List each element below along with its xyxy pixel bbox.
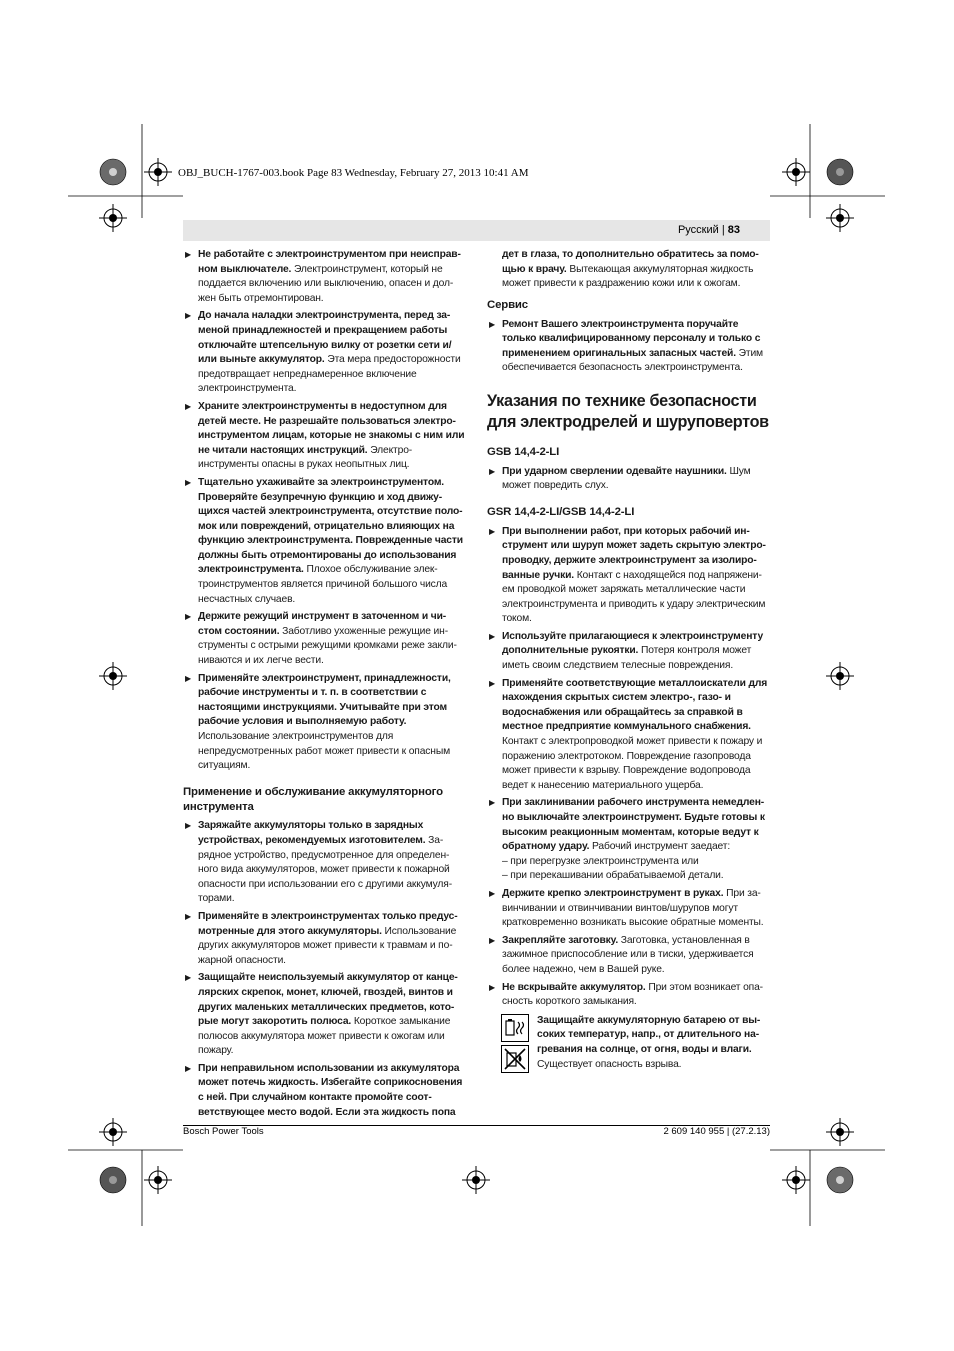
bullet-triangle-icon: ▶ (185, 401, 192, 411)
battery-protection-note: Защищайте аккумуляторную батарею от высоких температур, напр., от длительного нагревания на солнце, от огня, воды и влаги. Существует опасность взрыва. (487, 1014, 769, 1072)
list-item: ▶ Держите режущий инструмент в заточенном и чистом состоянии. Заботливо ухоженные режущие инструменты с острыми режущими кромками реже заклиниваются и их легче вести. (185, 611, 457, 667)
list-item: ▶ Применяйте соответствующие металлоискатели для нахождения скрытых систем электро-, газо- и водоснабжения или обращайтесь за справкой в местное предприятие коммунального снабжения. Контакт с электропроводкой может привести к пожару и поражению электротоком. Повреждение газопровода может привести к взрыву. Повреждение водопровода ведет к нанесению материального ущерба. (489, 677, 768, 791)
list-item: ▶ Закрепляйте заготовку. Заготовка, установленная в зажимное приспособление или в тиски, удерживается более надежно, чем в Вашей руке. (489, 934, 754, 975)
list-item: ▶ Храните электроинструменты в недоступном для детей месте. Не разрешайте пользоваться электроинструментом лицам, которые не знакомы с ним или не читали настоящих инструкций. Электроинструменты опасны в руках неопытных лиц. (185, 400, 465, 471)
list-item: ▶ Не работайте с электроинструментом при неисправном выключателе. Электроинструмент, который не поддается включению или выключению, опасен и должен быть отремонтирован. (185, 249, 461, 304)
section-heading-battery: Применение и обслуживание аккумуляторного инструмента (183, 785, 443, 813)
page-number: 83 (727, 224, 740, 236)
print-info-line: OBJ_BUCH-1767-003.book Page 83 Wednesday, February 27, 2013 10:41 AM (178, 167, 529, 179)
list-item: ▶ Тщательно ухаживайте за электроинструментом. Проверяйте безупречную функцию и ход движущихся частей электроинструмента, отсутствие поломок или повреждений, отрицательно влияющих на функцию электроинструмента. Поврежденные части должны быть отремонтированы до использования электроинструмента. Плохое обслуживание электроинструментов является причиной большого числа несчастных случаев. (185, 476, 463, 605)
bullet-triangle-icon: ▶ (185, 673, 192, 683)
bullet-triangle-icon: ▶ (185, 250, 192, 259)
bullet-triangle-icon: ▶ (185, 311, 192, 321)
list-item: ▶ Заряжайте аккумуляторы только в зарядных устройствах, рекомендуемых изготовителем. Зарядное устройство, предусмотренное для определенного вида аккумуляторов, может привести к пожарной опасности при использовании его с другими аккумуляторами. (185, 820, 453, 905)
battery-heat-warning-icon (501, 1014, 529, 1042)
subheading-gsr-gsb: GSR 14,4-2-LI/GSB 14,4-2-LI (487, 505, 635, 518)
bullet-triangle-icon: ▶ (489, 888, 496, 898)
list-item: ▶ Применяйте электроинструмент, принадлежности, рабочие инструменты и т. п. в соответствии с настоящими инструкциями. Учитывайте при этом рабочие условия и выполняемую работу. Использование электроинструментов для непредусмотренных работ может привести к опасным ситуациям. (185, 672, 451, 772)
bullet-triangle-icon: ▶ (185, 821, 192, 831)
bullet-triangle-icon: ▶ (489, 631, 496, 641)
list-item: ▶ До начала наладки электроинструмента, перед заменой принадлежностей и прекращением работы отключайте штепсельную вилку от розетки сети и/или выньте аккумулятор. Эта мера предосторожности предотвращает непреднамеренное включение электроинструмента. (185, 310, 461, 395)
main-section-heading: Указания по технике безопасности для электродрелей и шуруповертов (487, 391, 769, 431)
bullet-triangle-icon: ▶ (185, 973, 192, 983)
header-language: Русский (677, 224, 719, 236)
continued-paragraph: дет в глаза, то дополнительно обратитесь за помощью к врачу. Вытекающая аккумуляторная жидкость может привести к раздражению кожи или к ожогам. (502, 249, 759, 290)
list-item: ▶ Применяйте в электроинструментах только предусмотренные для этого аккумуляторы. Использование других аккумуляторов может привести к травмам и пожарной опасности. (185, 910, 458, 966)
section-heading-service: Сервис (487, 298, 528, 311)
header-separator: | (721, 224, 725, 236)
bullet-triangle-icon: ▶ (489, 798, 496, 808)
list-item: ▶ Не вскрывайте аккумулятор. При этом возникает опасность короткого замыкания. (489, 981, 764, 1008)
battery-water-warning-icon (501, 1045, 529, 1073)
page-header (183, 220, 770, 241)
list-item: ▶ Защищайте неиспользуемый аккумулятор от канцелярских скрепок, монет, ключей, гвоздей, винтов и других маленьких металлических предметов, которые могут закоротить полюса. Короткое замыкание полюсов аккумулятора может привести к ожогам или пожару. (185, 972, 458, 1057)
footer-brand: Bosch Power Tools (183, 1126, 264, 1137)
list-item: ▶ При неправильном использовании из аккумулятора может потечь жидкость. Избегайте соприкосновения с ней. При случайном контакте промойте соответствующее место водой. Если эта жидкость попа (185, 1062, 463, 1118)
warning-icons (501, 1014, 531, 1076)
list-item: ▶ Ремонт Вашего электроинструмента поручайте только квалифицированному персоналу и только с применением оригинальных запасных частей. Этим обеспечивается безопасность электроинструмента. (489, 318, 763, 374)
bullet-triangle-icon: ▶ (489, 466, 496, 476)
list-item: ▶ Держите крепко электроинструмент в руках. При завинчивании и отвинчивании винтов/шурупов могут кратковременно возникать высокие обратные моменты. (489, 887, 764, 929)
bullet-triangle-icon: ▶ (185, 1063, 192, 1073)
list-item: ▶ При заклинивании рабочего инструмента немедленно выключайте электроинструмент. Будьте готовы к высоким реакционным моментам, которые ведут к обратному удару. Рабочий инструмент заедает: – при перегрузке электроинструмента или – при перекашивании обрабатываемой детали. (487, 796, 769, 884)
bullet-triangle-icon: ▶ (489, 526, 496, 536)
left-column (183, 248, 465, 1123)
bullet-triangle-icon: ▶ (489, 678, 496, 688)
subheading-gsb: GSB 14,4-2-LI (487, 445, 560, 458)
dash-line: – при перегрузке электроинструмента или (502, 855, 699, 867)
list-item: ▶ При выполнении работ, при которых рабочий инструмент или шуруп может задеть скрытую электропроводку, держите электроинструмент за изолированные ручки. Контакт с находящейся под напряжением проводкой может заряжать металлические части электроинструмента и приводить к удару электрическим током. (489, 525, 766, 625)
bullet-triangle-icon: ▶ (185, 477, 192, 487)
footer-doc-number: 2 609 140 955 | (27.2.13) (663, 1126, 770, 1137)
bullet-triangle-icon: ▶ (489, 319, 496, 329)
bullet-triangle-icon: ▶ (185, 911, 192, 921)
dash-line: – при перекашивании обрабатываемой детали. (502, 870, 724, 882)
list-item: ▶ При ударном сверлении одевайте наушники. Шум может повредить слух. (489, 465, 751, 492)
bullet-triangle-icon: ▶ (489, 982, 496, 992)
header-label (678, 224, 740, 236)
list-item: ▶ Используйте прилагающиеся к электроинструменту дополнительные рукоятки. Потеря контроля может иметь своим следствием телесные повреждения. (489, 630, 764, 672)
bullet-triangle-icon: ▶ (489, 935, 496, 945)
bullet-triangle-icon: ▶ (185, 612, 192, 622)
right-column (487, 248, 769, 1072)
